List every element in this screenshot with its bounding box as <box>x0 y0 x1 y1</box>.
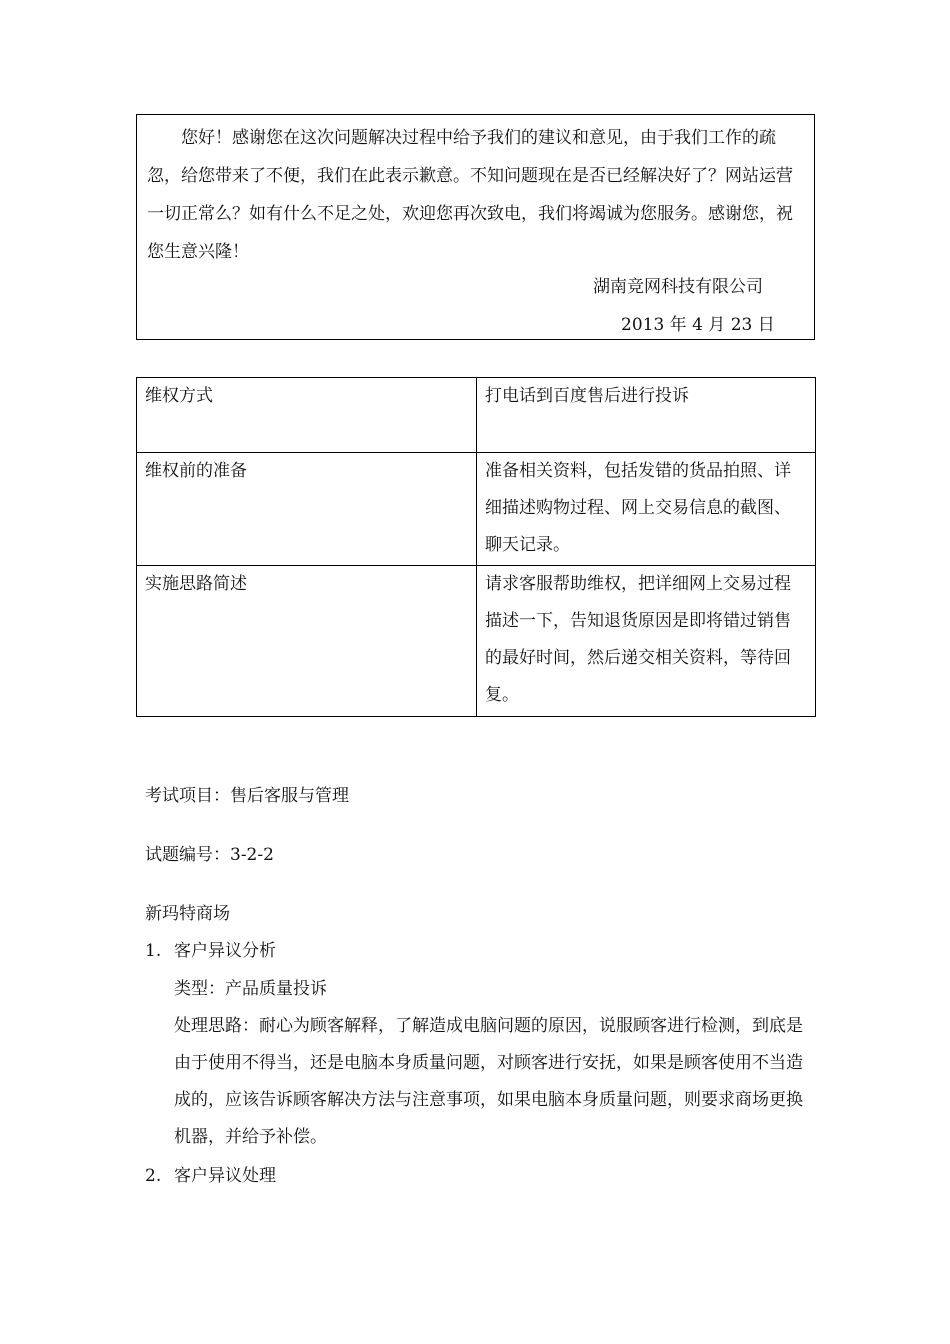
row-value: 准备相关资料，包括发错的货品拍照、详细描述购物过程、网上交易信息的截图、聊天记录。 <box>477 453 816 566</box>
row-label: 实施思路简述 <box>137 566 477 717</box>
table-row <box>137 566 816 717</box>
section-heading-objection-analysis: 客户异议分析 <box>174 941 276 961</box>
row-value: 打电话到百度售后进行投诉 <box>477 378 816 453</box>
rights-protection-table <box>136 377 816 717</box>
complaint-type: 类型：产品质量投诉 <box>174 979 327 999</box>
row-value: 请求客服帮助维权，把详细网上交易过程描述一下，告知退货原因是即将错过销售的最好时间，然后递交相关资料，等待回复。 <box>477 566 816 717</box>
list-item-number: 1. <box>145 941 162 961</box>
table-row <box>137 378 816 453</box>
reply-letter-box <box>136 114 815 340</box>
letter-date: 2013 年 4 月 23 日 <box>621 315 775 335</box>
row-label: 维权方式 <box>137 378 477 453</box>
handling-approach: 处理思路：耐心为顾客解释，了解造成电脑问题的原因，说服顾客进行检测，到底是由于使用不得当，还是电脑本身质量问题，对顾客进行安抚，如果是顾客使用不当造成的，应该告诉顾客解决方法与注意事项，如果电脑本身质量问题，则要求商场更换机器，并给予补偿。 <box>174 1016 803 1147</box>
list-item-number: 2. <box>145 1166 162 1186</box>
letter-company: 湖南竞网科技有限公司 <box>593 277 763 297</box>
row-label: 维权前的准备 <box>137 453 477 566</box>
exam-project: 考试项目：售后客服与管理 <box>145 786 349 806</box>
section-heading-objection-handling: 客户异议处理 <box>174 1166 276 1186</box>
table-row <box>137 453 816 566</box>
letter-body: 您好！感谢您在这次问题解决过程中给予我们的建议和意见，由于我们工作的疏忽，给您带来了不便，我们在此表示歉意。不知问题现在是否已经解决好了？网站运营一切正常么？如有什么不足之处，欢迎您再次致电，我们将竭诚为您服务。感谢您，祝您生意兴隆！ <box>147 128 793 262</box>
exam-number: 试题编号：3-2-2 <box>145 845 274 865</box>
store-name: 新玛特商场 <box>145 904 230 924</box>
